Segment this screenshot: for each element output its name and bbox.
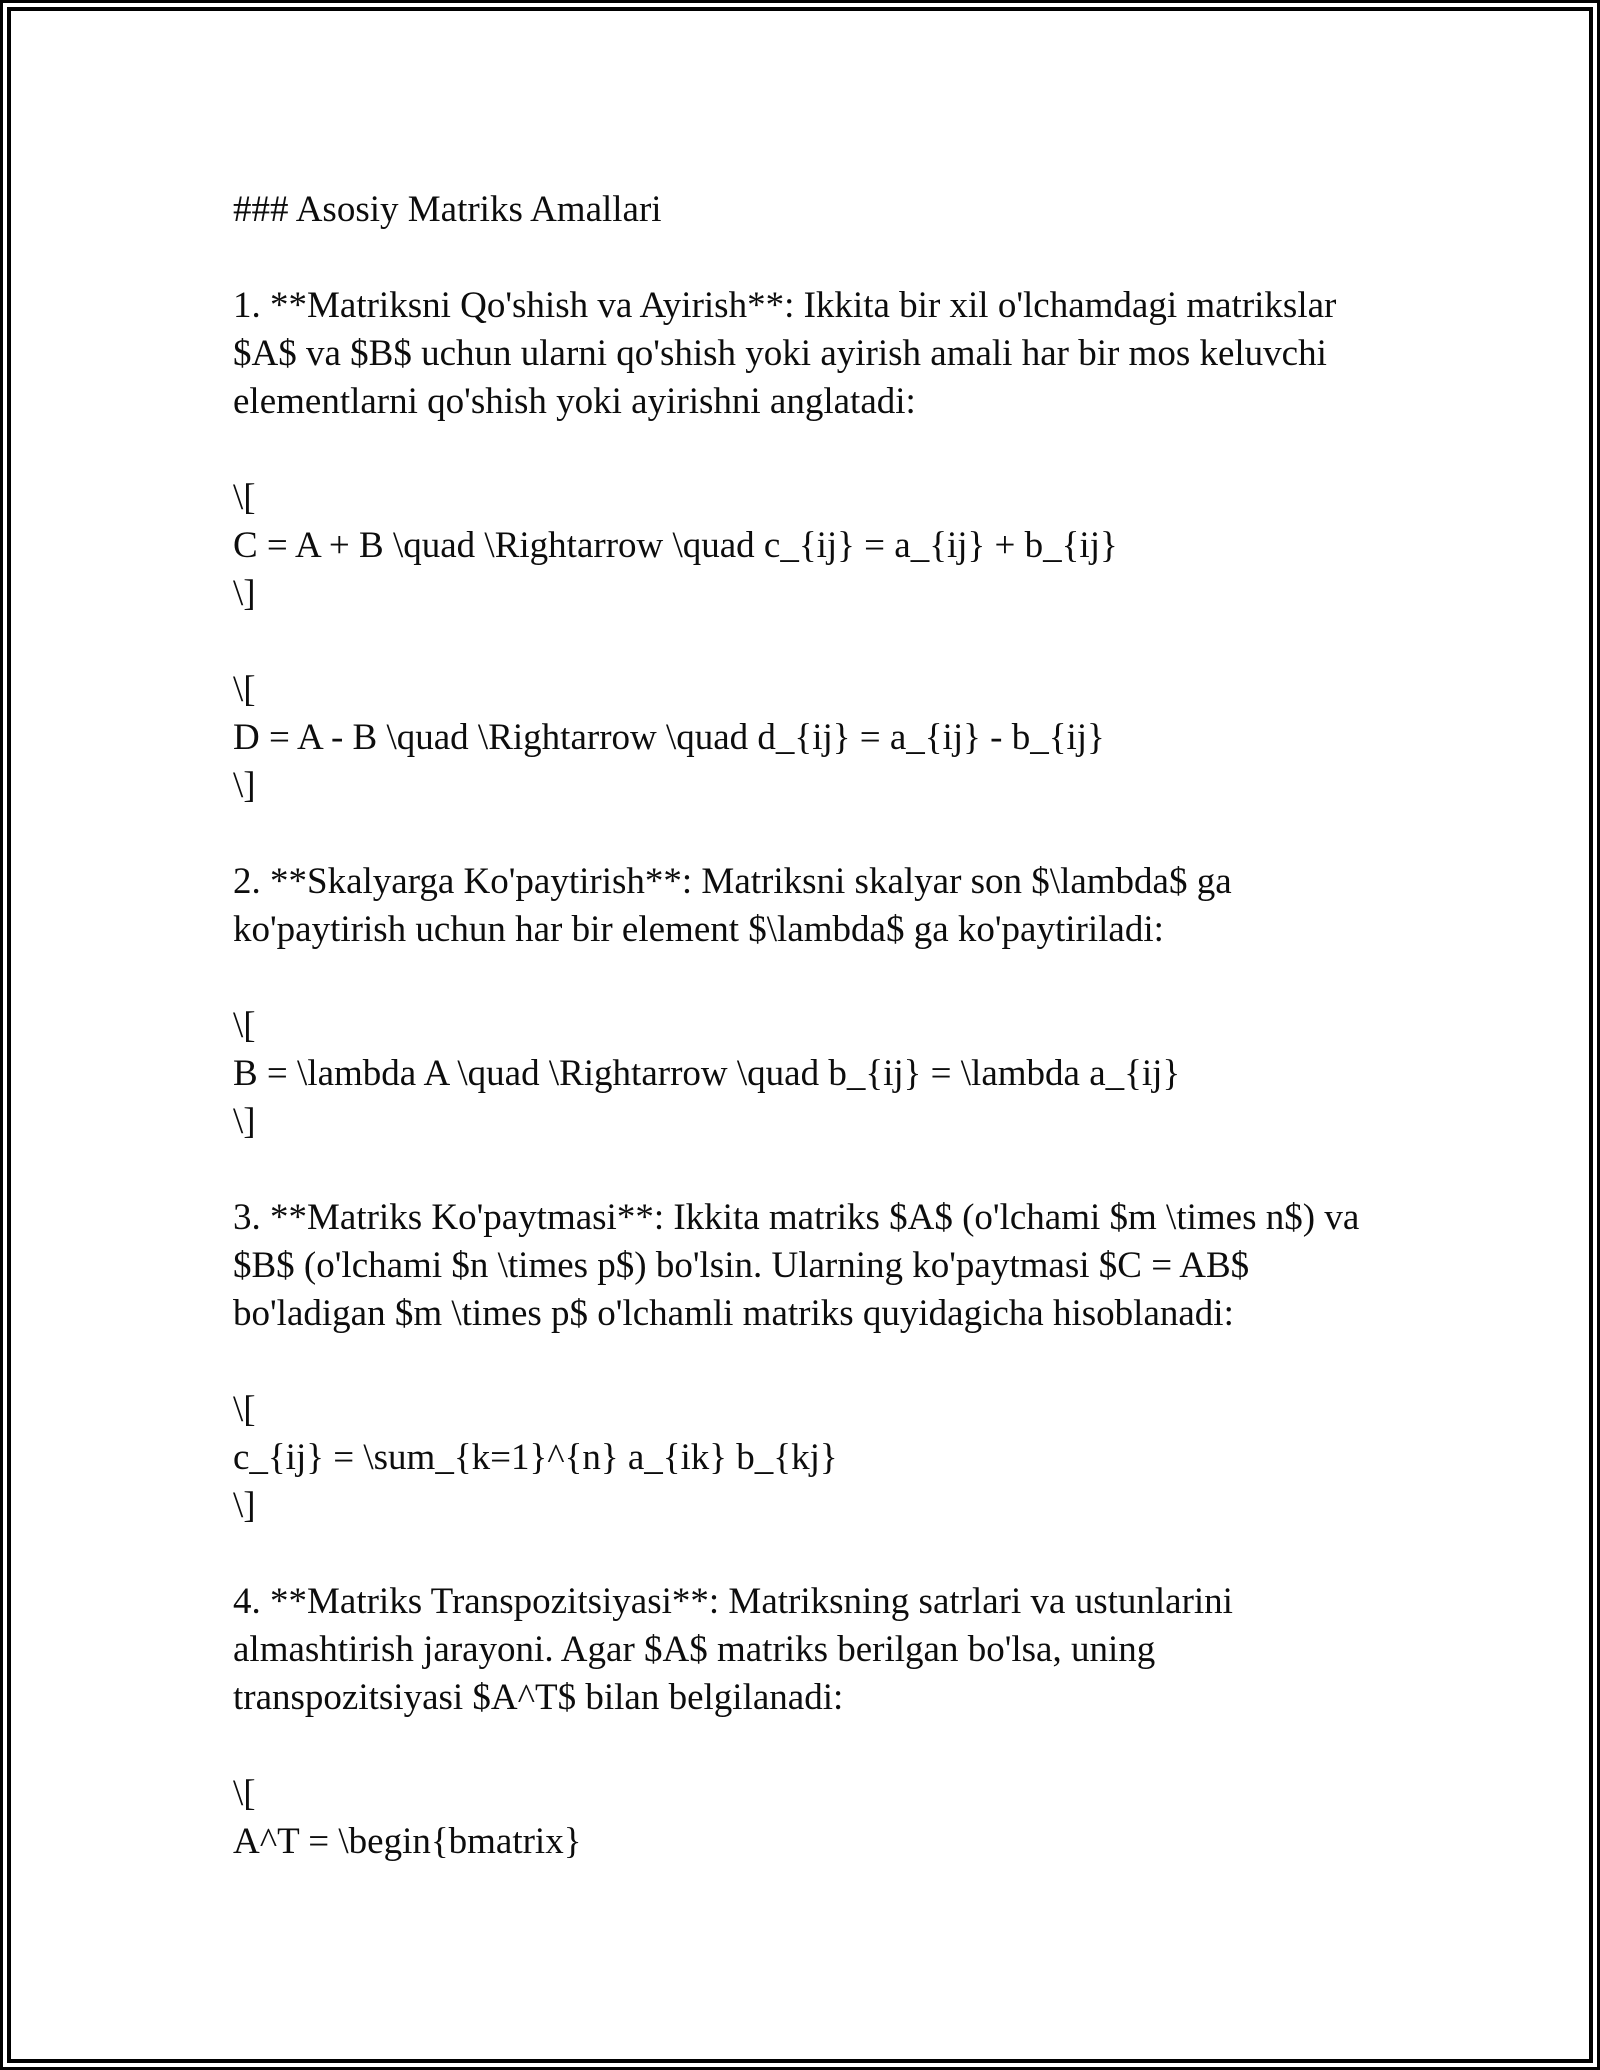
text-line: \[ bbox=[233, 669, 256, 710]
text-line: B = \lambda A \quad \Rightarrow \quad b_{ij} = \lambda a_{ij} bbox=[233, 1053, 1181, 1094]
text-line bbox=[233, 618, 1359, 666]
text-line: almashtirish jarayoni. Agar $A$ matriks berilgan bo'lsa, uning bbox=[233, 1629, 1156, 1670]
text-line: ### Asosiy Matriks Amallari bbox=[233, 189, 662, 230]
text-line: C = A + B \quad \Rightarrow \quad c_{ij} = a_{ij} + b_{ij} bbox=[233, 525, 1118, 566]
text-line bbox=[233, 1338, 1359, 1386]
text-line bbox=[233, 1146, 1359, 1194]
text-line bbox=[233, 954, 1359, 1002]
text-line: bo'ladigan $m \times p$ o'lchamli matriks quyidagicha hisoblanadi: bbox=[233, 1293, 1234, 1334]
text-line: \] bbox=[233, 1485, 256, 1526]
text-line: \[ bbox=[233, 477, 256, 518]
text-line: 3. **Matriks Ko'paytmasi**: Ikkita matriks $A$ (o'lchami $m \times n$) va bbox=[233, 1197, 1360, 1238]
text-line: 1. **Matriksni Qo'shish va Ayirish**: Ikkita bir xil o'lchamdagi matrikslar bbox=[233, 285, 1337, 326]
text-line: $A$ va $B$ uchun ularni qo'shish yoki ayirish amali har bir mos keluvchi bbox=[233, 333, 1327, 374]
text-line: \[ bbox=[233, 1389, 256, 1430]
text-line bbox=[233, 1530, 1359, 1578]
text-line: \[ bbox=[233, 1773, 256, 1814]
text-line: 4. **Matriks Transpozitsiyasi**: Matriksning satrlari va ustunlarini bbox=[233, 1581, 1233, 1622]
text-line bbox=[233, 234, 1359, 282]
text-line: 2. **Skalyarga Ko'paytirish**: Matriksni skalyar son $\lambda$ ga bbox=[233, 861, 1232, 902]
text-line bbox=[233, 1722, 1359, 1770]
text-line: elementlarni qo'shish yoki ayirishni anglatadi: bbox=[233, 381, 916, 422]
text-line: \] bbox=[233, 1101, 256, 1142]
text-line bbox=[233, 426, 1359, 474]
text-line: \[ bbox=[233, 1005, 256, 1046]
text-line: D = A - B \quad \Rightarrow \quad d_{ij} = a_{ij} - b_{ij} bbox=[233, 717, 1105, 758]
text-line: c_{ij} = \sum_{k=1}^{n} a_{ik} b_{kj} bbox=[233, 1437, 838, 1478]
text-line: ko'paytirish uchun har bir element $\lambda$ ga ko'paytiriladi: bbox=[233, 909, 1164, 950]
text-line: \] bbox=[233, 573, 256, 614]
text-line: A^T = \begin{bmatrix} bbox=[233, 1821, 582, 1862]
text-line: transpozitsiyasi $A^T$ bilan belgilanadi: bbox=[233, 1677, 844, 1718]
text-line: \] bbox=[233, 765, 256, 806]
text-line bbox=[233, 810, 1359, 858]
text-line: $B$ (o'lchami $n \times p$) bo'lsin. Ularning ko'paytmasi $C = AB$ bbox=[233, 1245, 1250, 1286]
document-text bbox=[233, 186, 1359, 1866]
